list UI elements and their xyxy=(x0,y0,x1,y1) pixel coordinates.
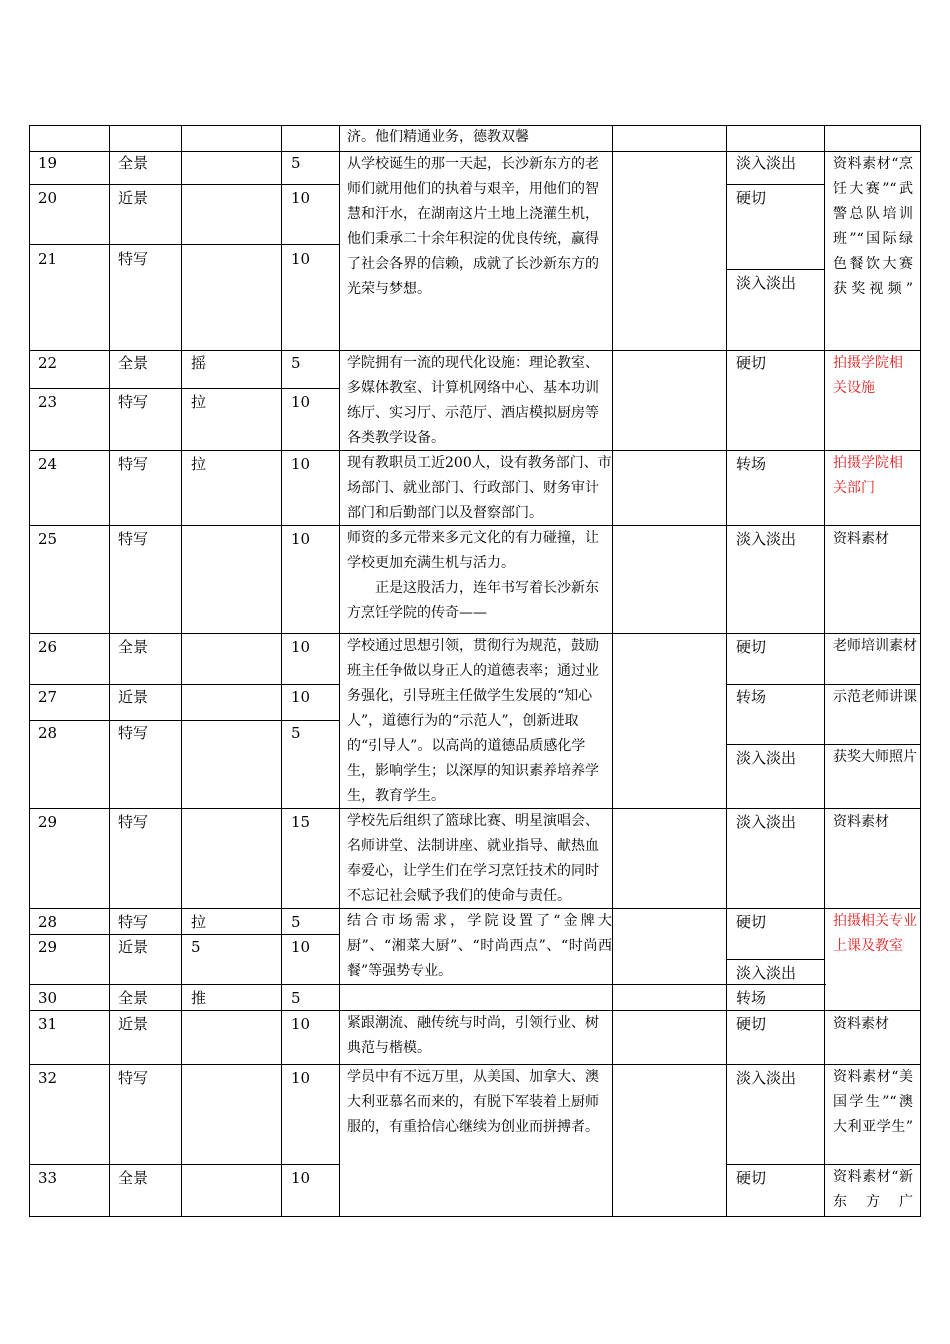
shot-duration: 10 xyxy=(291,1015,311,1033)
shot-number: 26 xyxy=(38,638,58,656)
shot-duration: 5 xyxy=(291,154,301,172)
transition-effect: 转场 xyxy=(736,688,767,706)
shot-type: 特写 xyxy=(118,913,149,931)
shot-duration: 5 xyxy=(291,724,301,742)
shot-type: 近景 xyxy=(118,189,149,207)
shot-duration: 15 xyxy=(291,813,311,831)
shot-duration: 5 xyxy=(291,354,301,372)
note-material: 老师培训素材 xyxy=(833,638,917,654)
narration-block: 结合市场需求，学院设置了“金牌大厨”、“湘菜大厨”、“时尚西点”、“时尚西餐”等强势专业。 xyxy=(347,913,612,979)
shot-number: 31 xyxy=(38,1015,58,1033)
shot-type: 全景 xyxy=(118,354,149,372)
note-material: 资料素材“烹饪大赛”“武警总队培训班”“国际绿色餐饮大赛获奖视频” xyxy=(833,156,913,297)
shot-type: 近景 xyxy=(118,1015,149,1033)
shot-duration: 10 xyxy=(291,638,311,656)
camera-move: 拉 xyxy=(191,913,207,931)
narration-block: 正是这股活力，连年书写着长沙新东方烹饪学院的传奇—— xyxy=(347,580,599,621)
narration-block: 学院拥有一流的现代化设施：理论教室、多媒体教室、计算机网络中心、基本功训练厅、实习厅、示范厅、酒店模拟厨房等各类教学设备。 xyxy=(347,355,599,446)
transition-effect: 硬切 xyxy=(736,189,767,207)
shot-type: 特写 xyxy=(118,530,149,548)
shot-duration: 10 xyxy=(291,1069,311,1087)
shot-number: 24 xyxy=(38,455,58,473)
shot-number: 28 xyxy=(38,913,58,931)
narration-block: 紧跟潮流、融传统与时尚，引领行业、树典范与楷模。 xyxy=(347,1015,599,1056)
shot-number: 19 xyxy=(38,154,58,172)
transition-effect: 淡入淡出 xyxy=(736,1069,797,1087)
shot-duration: 5 xyxy=(291,989,301,1007)
transition-effect: 硬切 xyxy=(736,1169,767,1187)
shot-type: 特写 xyxy=(118,724,149,742)
transition-effect: 硬切 xyxy=(736,638,767,656)
note-shoot: 拍摄学院相关部门 xyxy=(833,455,903,496)
storyboard-table xyxy=(29,125,921,1217)
camera-move: 5 xyxy=(191,938,201,956)
camera-move: 摇 xyxy=(191,354,207,372)
note-material: 示范老师讲课 xyxy=(833,689,917,705)
shot-type: 全景 xyxy=(118,1169,149,1187)
shot-duration: 10 xyxy=(291,688,311,706)
shot-type: 特写 xyxy=(118,813,149,831)
transition-effect: 淡入淡出 xyxy=(736,813,797,831)
shot-type: 特写 xyxy=(118,250,149,268)
narration-block: 师资的多元带来多元文化的有力碰撞，让学校更加充满生机与活力。 xyxy=(347,530,599,571)
shot-number: 20 xyxy=(38,189,58,207)
shot-type: 全景 xyxy=(118,989,149,1007)
transition-effect: 硬切 xyxy=(736,913,767,931)
note-material: 获奖大师照片 xyxy=(833,749,917,765)
shot-number: 25 xyxy=(38,530,58,548)
shot-number: 29 xyxy=(38,938,58,956)
camera-move: 拉 xyxy=(191,393,207,411)
narration-block: 从学校诞生的那一天起，长沙新东方的老师们就用他们的执着与艰辛，用他们的智慧和汗水，在湖南这片土地上浇灌生机，他们秉承二十余年积淀的优良传统，赢得了社会各界的信赖，成就了长沙新东方的光荣与梦想。 xyxy=(347,156,599,297)
transition-effect: 淡入淡出 xyxy=(736,274,797,292)
shot-type: 特写 xyxy=(118,393,149,411)
camera-move: 拉 xyxy=(191,455,207,473)
transition-effect: 淡入淡出 xyxy=(736,530,797,548)
shot-type: 近景 xyxy=(118,688,149,706)
note-shoot: 拍摄相关专业上课及教室 xyxy=(833,913,917,954)
transition-effect: 淡入淡出 xyxy=(736,749,797,767)
transition-effect: 转场 xyxy=(736,989,767,1007)
transition-effect: 淡入淡出 xyxy=(736,154,797,172)
shot-number: 32 xyxy=(38,1069,58,1087)
narration-block: 现有教职员工近200人，设有教务部门、市场部门、就业部门、行政部门、财务审计部门和后勤部门以及督察部门。 xyxy=(347,455,612,521)
shot-duration: 10 xyxy=(291,530,311,548)
shot-duration: 10 xyxy=(291,393,311,411)
shot-duration: 10 xyxy=(291,189,311,207)
narration-block: 学校先后组织了篮球比赛、明星演唱会、名师讲堂、法制讲座、就业指导、献热血奉爱心，让学生们在学习烹饪技术的同时不忘记社会赋予我们的使命与责任。 xyxy=(347,813,599,904)
shot-type: 近景 xyxy=(118,938,149,956)
shot-duration: 10 xyxy=(291,1169,311,1187)
shot-type: 全景 xyxy=(118,154,149,172)
shot-number: 22 xyxy=(38,354,58,372)
shot-number: 28 xyxy=(38,724,58,742)
narration-block: 学校通过思想引领，贯彻行为规范，鼓励班主任争做以身正人的道德表率；通过业务强化，引导班主任做学生发展的“知心人”，道德行为的“示范人”，创新进取的“引导人”。以高尚的道德品质感化学生，影响学生；以深厚的知识素养培养学生，教育学生。 xyxy=(347,638,599,804)
narration-block: 学员中有不远万里，从美国、加拿大、澳大利亚慕名而来的，有脱下军装着上厨师服的，有重拾信心继续为创业而拼搏者。 xyxy=(347,1069,599,1135)
shot-duration: 10 xyxy=(291,455,311,473)
note-shoot: 拍摄学院相关设施 xyxy=(833,355,903,396)
shot-number: 29 xyxy=(38,813,58,831)
shot-number: 27 xyxy=(38,688,58,706)
note-material: 资料素材 xyxy=(833,814,889,830)
transition-effect: 硬切 xyxy=(736,354,767,372)
shot-number: 23 xyxy=(38,393,58,411)
transition-effect: 硬切 xyxy=(736,1015,767,1033)
note-material: 资料素材 xyxy=(833,531,889,547)
note-material: 资料素材 xyxy=(833,1016,889,1032)
shot-duration: 5 xyxy=(291,913,301,931)
note-material: 资料素材“美国学生”“澳大利亚学生” xyxy=(833,1069,913,1135)
note-material: 资料素材“新东方广 xyxy=(833,1169,913,1210)
shot-type: 特写 xyxy=(118,455,149,473)
transition-effect: 淡入淡出 xyxy=(736,964,797,982)
shot-type: 全景 xyxy=(118,638,149,656)
shot-number: 30 xyxy=(38,989,58,1007)
shot-duration: 10 xyxy=(291,250,311,268)
camera-move: 推 xyxy=(191,989,207,1007)
shot-type: 特写 xyxy=(118,1069,149,1087)
shot-number: 33 xyxy=(38,1169,58,1187)
transition-effect: 转场 xyxy=(736,455,767,473)
narration-top: 济。他们精通业务，德教双馨 xyxy=(347,129,529,145)
shot-number: 21 xyxy=(38,250,58,268)
shot-duration: 10 xyxy=(291,938,311,956)
